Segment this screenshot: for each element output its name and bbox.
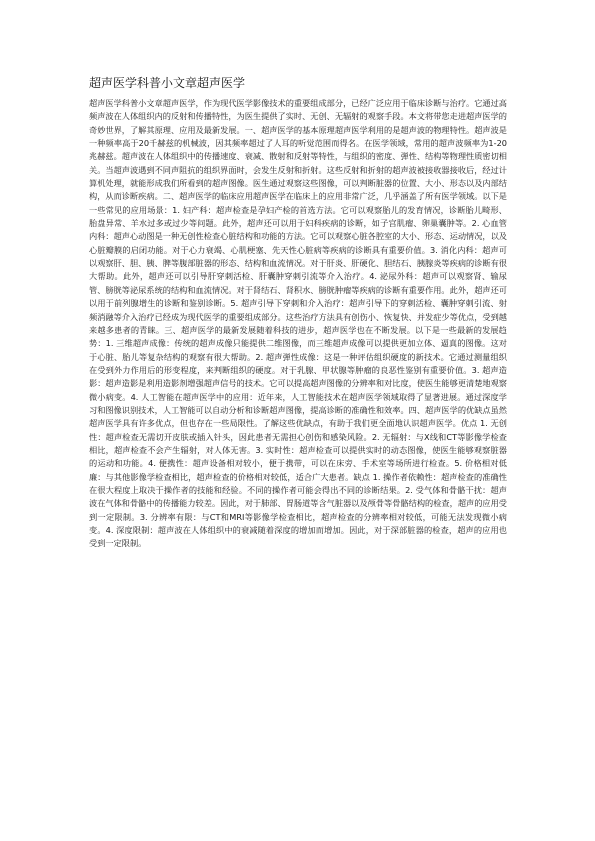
page-title: 超声医学科普小文章超声医学 (89, 76, 246, 90)
article-body: 超声医学科普小文章超声医学，作为现代医学影像技术的重要组成部分，已经广泛应用于临床诊断与治疗。它通过高频声波在人体组织内的反射和传播特性，为医生提供了实时、无创、无辐射的观察手段。本文将带您走进超声医学的奇妙世界，了解其原理、应用及最新发展。一、超声医学的基本原理超声医学利用的是超声波的物理特性。超声波是一种频率高于20千赫兹的机械波，因其频率超过了人耳的听觉范围而得名。在医学领域，常用的超声波频率为1-20兆赫兹。超声波在人体组织中的传播速度、衰减、散射和反射等特性，与组织的密度、弹性、结构等物理性质密切相关。当超声波遇到不同声阻抗的组织界面时，会发生反射和折射。这些反射和折射的超声波被接收器接收后，经过计算机处理，就能形成我们所看到的超声图像。医生通过观察这些图像，可以判断脏器的位置、大小、形态以及内部结构，从而诊断疾病。二、超声医学的临床应用超声医学在临床上的应用非常广泛，几乎涵盖了所有医学领域。以下是一些常见的应用场景：1. 妇产科：超声检查是孕妇产检的首选方法。它可以观察胎儿的发育情况，诊断胎儿畸形、胎盘异常、羊水过多或过少等问题。此外，超声还可以用于妇科疾病的诊断，如子宫肌瘤、卵巢囊肿等。2. 心血管内科：超声心动图是一种无创性检查心脏结构和功能的方法。它可以观察心脏各腔室的大小、形态、运动情况，以及心脏瓣膜的启闭功能。对于心力衰竭、心肌梗塞、先天性心脏病等疾病的诊断具有重要价值。3. 消化内科：超声可以观察肝、胆、胰、脾等腹部脏器的形态、结构和血流情况。对于肝炎、肝硬化、胆结石、胰腺炎等疾病的诊断有很大帮助。此外，超声还可以引导肝穿刺活检、肝囊肿穿刺引流等介入治疗。4. 泌尿外科：超声可以观察肾、输尿管、膀胱等泌尿系统的结构和血流情况。对于肾结石、肾积水、膀胱肿瘤等疾病的诊断有重要作用。此外，超声还可以用于前列腺增生的诊断和鉴别诊断。5. 超声引导下穿刺和介入治疗：超声引导下的穿刺活检、囊肿穿刺引流、射频消融等介入治疗已经成为现代医学的重要组成部分。这些治疗方法具有创伤小、恢复快、并发症少等优点，受到越来越多患者的青睐。三、超声医学的最新发展随着科技的进步，超声医学也在不断发展。以下是一些最新的发展趋势：1. 三维超声成像：传统的超声成像只能提供二维图像，而三维超声成像可以提供更加立体、逼真的图像。这对于心脏、胎儿等复杂结构的观察有很大帮助。2. 超声弹性成像：这是一种评估组织硬度的新技术。它通过测量组织在受到外力作用后的形变程度，来判断组织的硬度。对于乳腺、甲状腺等肿瘤的良恶性鉴别有重要价值。3. 超声造影：超声造影是利用造影剂增强超声信号的技术。它可以提高超声图像的分辨率和对比度，使医生能够更清楚地观察微小病变。4. 人工智能在超声医学中的应用：近年来，人工智能技术在超声医学领域取得了显著进展。通过深度学习和图像识别技术，人工智能可以自动分析和诊断超声图像，提高诊断的准确性和效率。四、超声医学的优缺点虽然超声医学具有许多优点，但也存在一些局限性。了解这些优缺点，有助于我们更全面地认识超声医学。优点 1. 无创性：超声检查无需切开皮肤或插入针头，因此患者无需担心创伤和感染风险。2. 无辐射：与X线和CT等影像学检查相比，超声检查不会产生辐射，对人体无害。3. 实时性：超声检查可以提供实时的动态图像，使医生能够观察脏器的运动和功能。4. 便携性：超声设备相对较小，便于携带，可以在床旁、手术室等场所进行检查。5. 价格相对低廉：与其他影像学检查相比，超声检查的价格相对较低，适合广大患者。缺点 1. 操作者依赖性：超声检查的准确性在很大程度上取决于操作者的技能和经验。不同的操作者可能会得出不同的诊断结果。2. 受气体和骨骼干扰：超声波在气体和骨骼中的传播能力较差。因此，对于肺部、胃肠道等含气脏器以及颅骨等骨骼结构的检查，超声的应用受到一定限制。3. 分辨率有限：与CT和MRI等影像学检查相比，超声检查的分辨率相对较低，可能无法发现微小病变。4. 深度限制：超声波在人体组织中的衰减随着深度的增加而增加。因此，对于深部脏器的检查，超声的应用也受到一定限制。 (89, 98, 507, 549)
